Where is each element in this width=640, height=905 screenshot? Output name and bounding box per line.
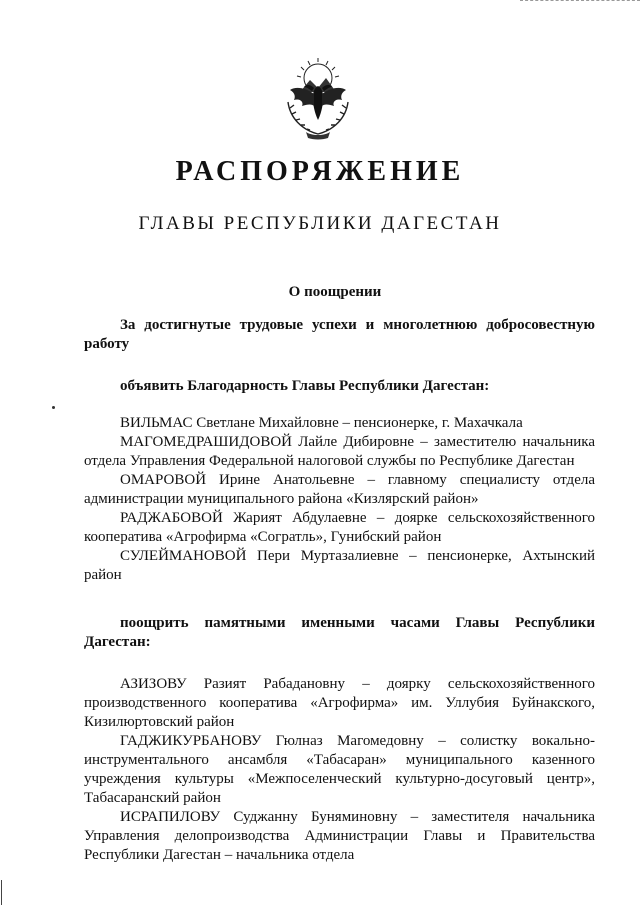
list-item: ВИЛЬМАС Светлане Михайловне – пенсионерке, г. Махачкала <box>120 415 523 431</box>
list-item: СУЛЕЙМАНОВОЙ Пери Муртазалиевне – пенсионерке, Ахтынский район <box>84 548 595 583</box>
list-item: АЗИЗОВУ Разият Рабадановну – доярку сельскохозяйственного производственного кооператива «Агрофирма» им. Уллубия Буйнакского, Кизилюртовский район <box>84 676 595 730</box>
scan-edge-line <box>1 880 2 905</box>
list-item: ИСРАПИЛОВУ Суджанну Буняминовну – заместителя начальника Управления делопроизводства Администрации Главы и Правительства Республики Дагестан – начальника отдела <box>84 809 595 863</box>
scan-speck <box>52 406 55 409</box>
list-item: РАДЖАБОВОЙ Жарият Абдулаевне – доярке сельскохозяйственного кооператива «Агрофирма «Согратль», Гунибский район <box>84 510 595 545</box>
section1-heading: объявить Благодарность Главы Республики Дагестан: <box>120 378 490 394</box>
list-item: ОМАРОВОЙ Ирине Анатольевне – главному специалисту отдела администрации муниципального района «Кизлярский район» <box>84 472 595 507</box>
document-body <box>84 316 595 865</box>
list-item: ГАДЖИКУРБАНОВУ Гюлназ Магомедовну – солистку вокально-инструментального ансамбля «Табасаран» муниципального казенного учреждения культуры «Межпоселенческий культурно-досуговый центр», Табасаранский район <box>84 733 595 806</box>
document-title: РАСПОРЯЖЕНИЕ <box>175 156 465 187</box>
preamble-text: За достигнутые трудовые успехи и многолетнюю добросовестную работу <box>84 317 595 352</box>
document-subtitle: ГЛАВЫ РЕСПУБЛИКИ ДАГЕСТАН <box>138 213 502 234</box>
document-subject: О поощрении <box>288 284 382 300</box>
section2-heading: поощрить памятными именными часами Главы Республики Дагестан: <box>84 615 595 650</box>
coat-of-arms-icon <box>270 48 366 144</box>
list-item: МАГОМЕДРАШИДОВОЙ Лайле Дибировне – заместителю начальника отдела Управления Федеральной налоговой службы по Республике Дагестан <box>84 434 595 469</box>
scan-edge-mark <box>520 0 640 3</box>
